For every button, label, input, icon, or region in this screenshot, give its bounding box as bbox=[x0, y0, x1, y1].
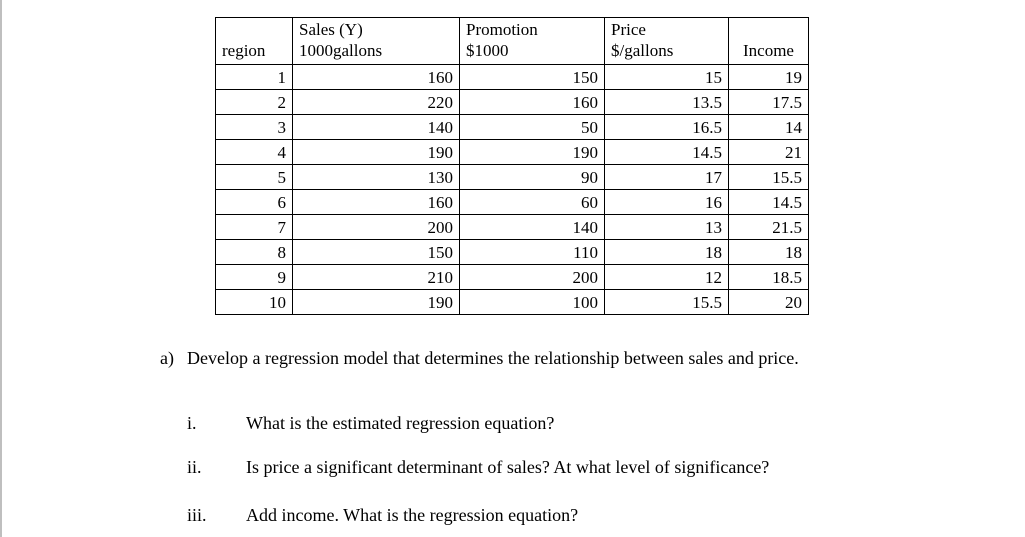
subquestion-text: Is price a significant determinant of sales? At what level of significance? bbox=[246, 457, 770, 477]
header-sales bbox=[293, 18, 460, 65]
data-table bbox=[215, 17, 809, 315]
cell-income: 18.5 bbox=[729, 265, 809, 290]
cell-sales: 160 bbox=[293, 190, 460, 215]
cell-sales: 150 bbox=[293, 240, 460, 265]
cell-sales: 200 bbox=[293, 215, 460, 240]
cell-sales: 130 bbox=[293, 165, 460, 190]
table-row bbox=[216, 290, 809, 315]
cell-promotion: 100 bbox=[460, 290, 605, 315]
subquestion-text: What is the estimated regression equation? bbox=[246, 413, 555, 433]
cell-sales: 190 bbox=[293, 290, 460, 315]
cell-sales: 210 bbox=[293, 265, 460, 290]
subquestion-numeral: i. bbox=[187, 413, 197, 433]
cell-region: 3 bbox=[216, 115, 293, 140]
cell-sales: 190 bbox=[293, 140, 460, 165]
cell-region: 7 bbox=[216, 215, 293, 240]
cell-promotion: 60 bbox=[460, 190, 605, 215]
cell-region: 2 bbox=[216, 90, 293, 115]
cell-price: 13.5 bbox=[605, 90, 729, 115]
cell-income: 15.5 bbox=[729, 165, 809, 190]
cell-income: 21.5 bbox=[729, 215, 809, 240]
cell-price: 17 bbox=[605, 165, 729, 190]
table-row bbox=[216, 190, 809, 215]
header-price-line2: $/gallons bbox=[611, 41, 674, 60]
cell-income: 14.5 bbox=[729, 190, 809, 215]
header-region bbox=[216, 18, 293, 65]
header-price bbox=[605, 18, 729, 65]
cell-price: 15 bbox=[605, 65, 729, 90]
table-row bbox=[216, 65, 809, 90]
cell-region: 8 bbox=[216, 240, 293, 265]
cell-income: 21 bbox=[729, 140, 809, 165]
cell-price: 18 bbox=[605, 240, 729, 265]
header-promotion-line1: Promotion bbox=[466, 20, 538, 39]
cell-region: 4 bbox=[216, 140, 293, 165]
cell-price: 14.5 bbox=[605, 140, 729, 165]
cell-region: 5 bbox=[216, 165, 293, 190]
cell-promotion: 140 bbox=[460, 215, 605, 240]
header-income bbox=[729, 18, 809, 65]
cell-sales: 140 bbox=[293, 115, 460, 140]
page-left-edge bbox=[0, 0, 2, 537]
cell-promotion: 110 bbox=[460, 240, 605, 265]
cell-income: 17.5 bbox=[729, 90, 809, 115]
subquestion-text: Add income. What is the regression equation? bbox=[246, 505, 579, 525]
cell-region: 9 bbox=[216, 265, 293, 290]
question-a-marker: a) bbox=[160, 348, 174, 368]
header-promotion bbox=[460, 18, 605, 65]
header-promotion-line2: $1000 bbox=[466, 41, 509, 60]
cell-region: 6 bbox=[216, 190, 293, 215]
cell-price: 16 bbox=[605, 190, 729, 215]
cell-price: 13 bbox=[605, 215, 729, 240]
cell-promotion: 190 bbox=[460, 140, 605, 165]
question-a-text: Develop a regression model that determines the relationship between sales and price. bbox=[187, 348, 799, 368]
header-region-line2: region bbox=[222, 41, 266, 60]
cell-promotion: 90 bbox=[460, 165, 605, 190]
header-price-line1: Price bbox=[611, 20, 646, 39]
cell-sales: 220 bbox=[293, 90, 460, 115]
subquestion-numeral: iii. bbox=[187, 505, 207, 525]
cell-region: 1 bbox=[216, 65, 293, 90]
cell-promotion: 50 bbox=[460, 115, 605, 140]
table-row bbox=[216, 90, 809, 115]
cell-income: 19 bbox=[729, 65, 809, 90]
table-row bbox=[216, 265, 809, 290]
cell-income: 14 bbox=[729, 115, 809, 140]
subquestion-numeral: ii. bbox=[187, 457, 202, 477]
table-row bbox=[216, 215, 809, 240]
table-header-row bbox=[216, 18, 809, 65]
cell-price: 16.5 bbox=[605, 115, 729, 140]
table-row bbox=[216, 140, 809, 165]
cell-sales: 160 bbox=[293, 65, 460, 90]
cell-promotion: 160 bbox=[460, 90, 605, 115]
cell-promotion: 200 bbox=[460, 265, 605, 290]
cell-income: 18 bbox=[729, 240, 809, 265]
cell-promotion: 150 bbox=[460, 65, 605, 90]
cell-price: 12 bbox=[605, 265, 729, 290]
header-sales-line2: 1000gallons bbox=[299, 41, 383, 60]
cell-region: 10 bbox=[216, 290, 293, 315]
cell-price: 15.5 bbox=[605, 290, 729, 315]
header-sales-line1: Sales (Y) bbox=[299, 20, 363, 39]
table-row bbox=[216, 240, 809, 265]
table-row bbox=[216, 115, 809, 140]
cell-income: 20 bbox=[729, 290, 809, 315]
table-row bbox=[216, 165, 809, 190]
header-income-line2: Income bbox=[743, 41, 794, 60]
